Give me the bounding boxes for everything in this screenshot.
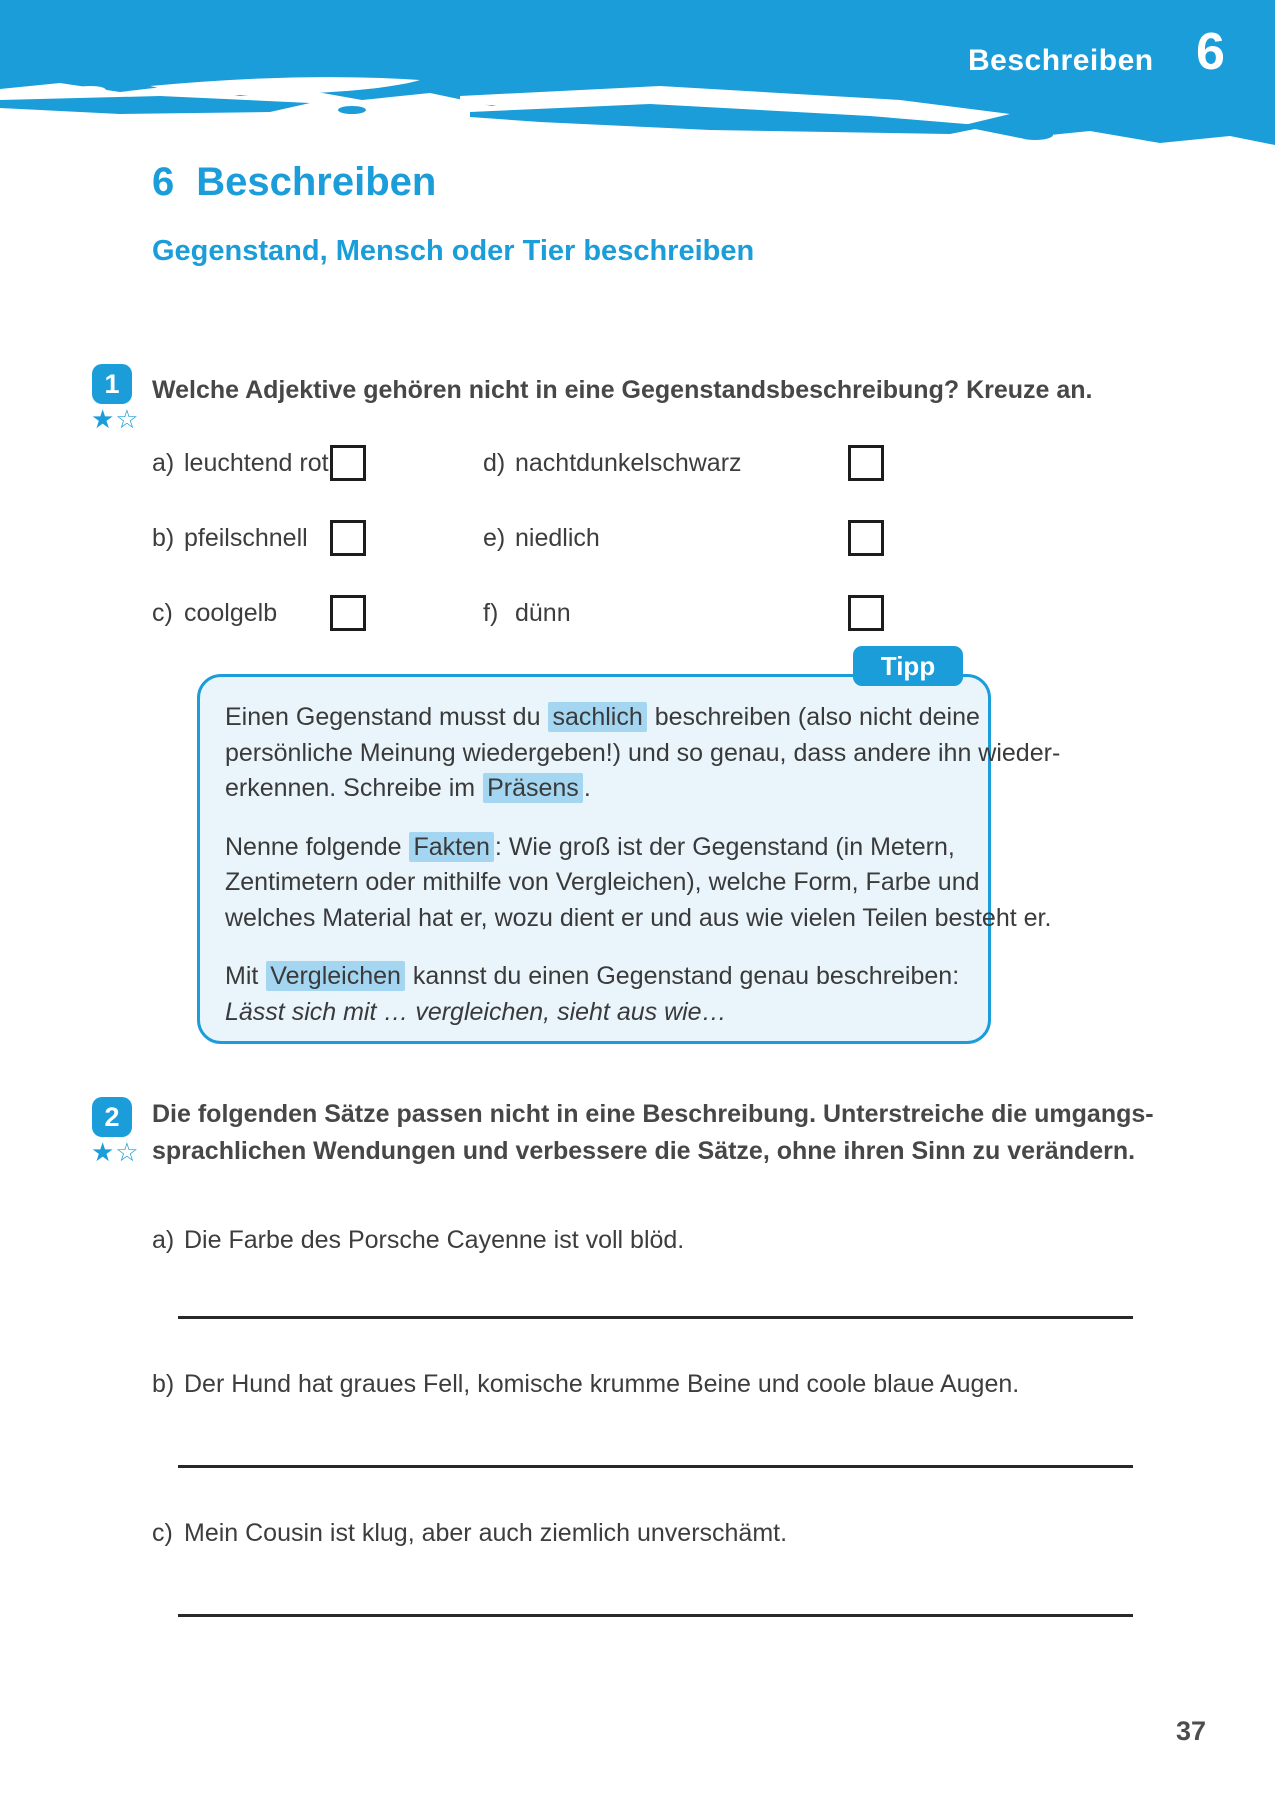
option-a	[152, 445, 329, 481]
option-d-label: nachtdunkelschwarz	[515, 448, 742, 477]
tip-text-segment: erkennen. Schreibe im	[225, 774, 483, 802]
tip-line	[225, 865, 980, 901]
exercise1-number-badge: 1	[92, 364, 132, 404]
option-e	[483, 520, 600, 556]
tip-paragraph	[225, 959, 970, 1030]
option-f-label: dünn	[515, 598, 571, 627]
page-number: 37	[1176, 1716, 1207, 1746]
tip-text-segment: beschreiben (also nicht deine	[647, 703, 980, 731]
page-subtitle: Gegenstand, Mensch oder Tier beschreiben	[152, 235, 755, 267]
tip-paragraph	[225, 700, 1061, 807]
tip-text-segment: welches Material hat er, wozu dient er und aus wie vielen Teilen besteht er.	[225, 903, 1052, 932]
option-c-letter: c)	[152, 598, 173, 627]
option-f-checkbox[interactable]	[848, 595, 884, 631]
exercise2-question-line1: Die folgenden Sätze passen nicht in eine Beschreibung. Unterstreiche die umgangs-	[152, 1100, 1154, 1128]
exercise2-question-line2: sprachlichen Wendungen und verbessere die Sätze, ohne ihren Sinn zu verändern.	[152, 1137, 1136, 1165]
tip-content	[225, 700, 1061, 1053]
tip-line	[225, 771, 970, 807]
answer-line-a[interactable]	[178, 1316, 1133, 1319]
tip-text-segment: .	[583, 774, 591, 802]
option-a-label: leuchtend rot	[184, 448, 329, 477]
tip-highlighted-term: Präsens	[483, 773, 583, 803]
tip-badge: Tipp	[853, 646, 963, 686]
exercise1-question: Welche Adjektive gehören nicht in eine Gegenstandsbeschreibung? Kreuze an.	[152, 376, 1093, 404]
option-c-label: coolgelb	[184, 598, 278, 627]
option-e-letter: e)	[483, 523, 506, 552]
tip-text-segment: Nenne folgende	[225, 832, 409, 861]
header-brush-band	[0, 0, 1275, 160]
tip-highlighted-term: Fakten	[409, 832, 493, 862]
tip-text-segment: persönliche Meinung wiedergeben!) und so genau, dass andere ihn wieder-	[225, 738, 1061, 767]
exercise2-item-c	[152, 1519, 787, 1548]
exercise2-question	[152, 1096, 1154, 1170]
option-a-letter: a)	[152, 448, 175, 477]
exercise2-item-b-letter: b)	[152, 1370, 175, 1398]
option-d	[483, 445, 742, 481]
tip-highlighted-term: Vergleichen	[266, 961, 405, 991]
exercise2-item-c-letter: c)	[152, 1519, 173, 1547]
option-f-letter: f)	[483, 598, 499, 627]
tip-line	[225, 901, 1052, 937]
header-chapter-number: 6	[1196, 23, 1225, 81]
exercise2-difficulty-stars: ★☆	[91, 1137, 140, 1167]
page-title-text: Beschreiben	[196, 160, 437, 204]
answer-line-b[interactable]	[178, 1465, 1133, 1468]
exercise2-item-a-letter: a)	[152, 1226, 175, 1254]
answer-line-c[interactable]	[178, 1614, 1133, 1617]
option-e-checkbox[interactable]	[848, 520, 884, 556]
tip-line	[225, 995, 970, 1031]
page-title-number: 6	[152, 160, 175, 204]
exercise2-item-a	[152, 1226, 684, 1255]
exercise2-item-b	[152, 1370, 1019, 1399]
option-f	[483, 595, 571, 631]
exercise2-item-c-text: Mein Cousin ist klug, aber auch ziemlich unverschämt.	[184, 1519, 788, 1547]
option-c-checkbox[interactable]	[330, 595, 366, 631]
option-b	[152, 520, 308, 556]
option-d-checkbox[interactable]	[848, 445, 884, 481]
option-d-letter: d)	[483, 448, 506, 477]
tip-text-segment: Mit	[225, 962, 266, 990]
tip-text-segment: Einen Gegenstand musst du	[225, 703, 548, 731]
page-title	[152, 160, 436, 205]
tip-text-segment: : Wie groß ist der Gegenstand (in Metern,	[494, 832, 955, 861]
exercise2-number-badge: 2	[92, 1097, 132, 1137]
tip-line	[225, 959, 970, 995]
tip-highlighted-term: sachlich	[548, 702, 646, 732]
tip-text-segment: Zentimetern oder mithilfe von Vergleichen), welche Form, Farbe und	[225, 868, 980, 896]
header-chapter-label: Beschreiben	[968, 44, 1154, 77]
tip-text-segment: Lässt sich mit … vergleichen, sieht aus wie…	[225, 997, 727, 1026]
tip-paragraph	[225, 830, 1052, 937]
option-b-checkbox[interactable]	[330, 520, 366, 556]
tip-text-segment: kannst du einen Gegenstand genau beschreiben:	[405, 962, 960, 990]
option-b-letter: b)	[152, 523, 175, 552]
option-c	[152, 595, 277, 631]
option-e-label: niedlich	[515, 523, 600, 552]
tip-line	[225, 700, 980, 736]
tip-line	[225, 830, 970, 866]
option-b-label: pfeilschnell	[184, 523, 308, 552]
exercise2-item-b-text: Der Hund hat graues Fell, komische krumme Beine und coole blaue Augen.	[184, 1370, 1020, 1398]
exercise1-difficulty-stars: ★☆	[91, 404, 140, 434]
tip-line	[225, 736, 1061, 772]
exercise2-item-a-text: Die Farbe des Porsche Cayenne ist voll blöd.	[184, 1226, 685, 1254]
option-a-checkbox[interactable]	[330, 445, 366, 481]
